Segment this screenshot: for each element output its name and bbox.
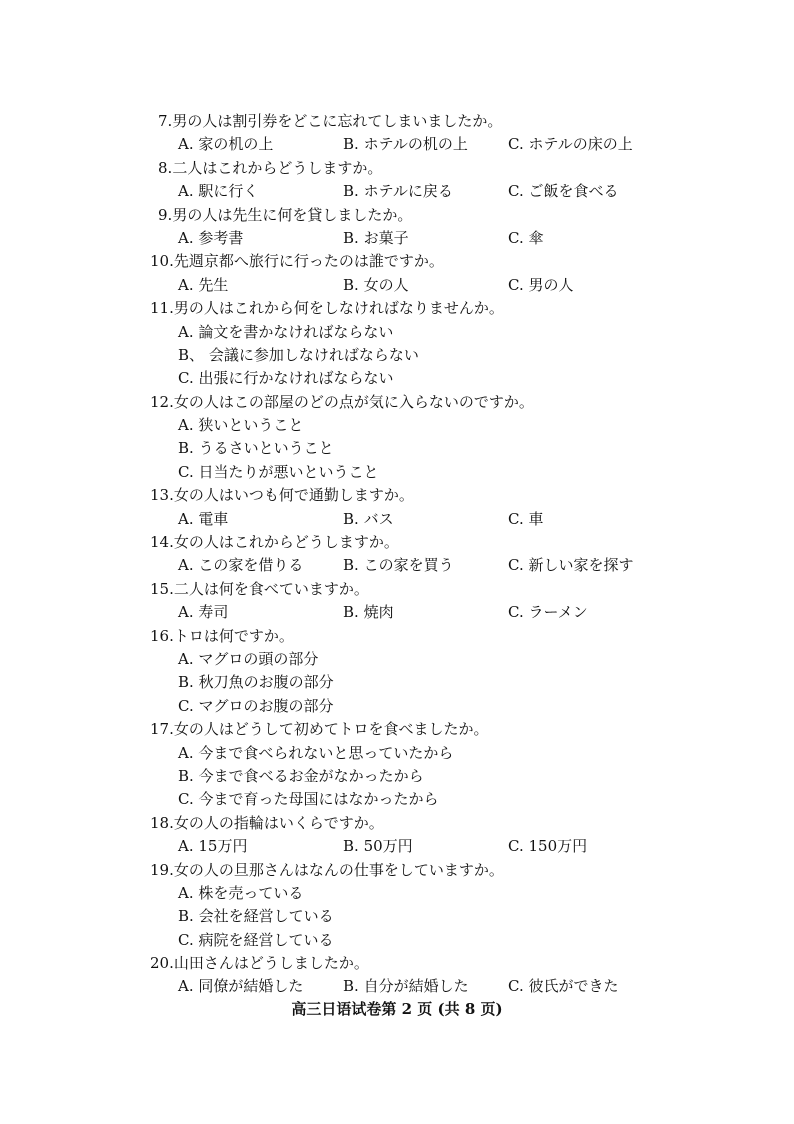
- option-text: 株を売っている: [198, 883, 304, 902]
- option-letter: A.: [178, 416, 194, 435]
- option-b: [150, 671, 750, 694]
- question-text: トロは何ですか。: [173, 626, 294, 645]
- option-a: [178, 835, 247, 858]
- option-text: 新しい家を探す: [528, 556, 634, 575]
- option-text: ご飯を食べる: [528, 182, 619, 201]
- option-a: [150, 321, 750, 344]
- option-text: 傘: [528, 228, 544, 247]
- option-a: [178, 554, 303, 577]
- question-text: 男の人は先生に何を貸しましたか。: [172, 205, 413, 224]
- option-text: 同僚が結婚した: [198, 977, 304, 996]
- option-c: [508, 180, 619, 203]
- option-c: [508, 601, 588, 624]
- option-c: [150, 788, 750, 811]
- option-c: [508, 227, 544, 250]
- option-text: お菓子: [363, 228, 409, 247]
- question-text: 女の人はこれからどうしますか。: [173, 533, 399, 552]
- option-letter: A.: [178, 322, 194, 341]
- options-row: [150, 508, 750, 531]
- question-number: 15.: [150, 579, 174, 598]
- option-c: [150, 461, 750, 484]
- option-letter: C.: [508, 275, 524, 294]
- option-c: [508, 508, 544, 531]
- question-number: 20.: [150, 954, 174, 973]
- option-b: [150, 765, 750, 788]
- option-text: 150万円: [528, 837, 588, 856]
- option-text: ホテルの床の上: [528, 135, 633, 154]
- option-text: ホテルの机の上: [363, 135, 468, 154]
- question-stem: [150, 578, 750, 601]
- option-b: [343, 835, 413, 858]
- options-row: [150, 975, 750, 998]
- option-text: 電車: [198, 509, 229, 528]
- question-text: 山田さんはどうしましたか。: [173, 954, 369, 973]
- option-b: [343, 274, 409, 297]
- option-b: [343, 180, 453, 203]
- option-letter: B.: [178, 439, 194, 458]
- option-letter: A.: [178, 743, 194, 762]
- option-text: バス: [363, 509, 394, 528]
- option-a: [150, 648, 750, 671]
- question-text: 二人はこれからどうしますか。: [172, 158, 383, 177]
- options-row: [150, 133, 750, 156]
- question-number: 11.: [150, 299, 174, 318]
- question-text: 男の人はこれから何をしなければなりませんか。: [173, 299, 504, 318]
- question-number: 7.: [158, 112, 173, 130]
- option-letter: A.: [178, 603, 194, 622]
- option-text: 家の机の上: [198, 135, 274, 154]
- option-letter: A.: [178, 649, 194, 668]
- option-letter: C.: [178, 369, 194, 388]
- option-text: 駅に行く: [198, 182, 259, 201]
- option-letter: A.: [178, 275, 194, 294]
- option-text: 女の人: [363, 275, 409, 294]
- option-letter: A.: [178, 509, 194, 528]
- option-text: 今まで食べられないと思っていたから: [198, 743, 454, 762]
- option-text: 論文を書かなければならない: [198, 322, 394, 341]
- option-c: [150, 695, 750, 718]
- option-letter: C.: [508, 228, 524, 247]
- question-stem: [150, 250, 750, 273]
- question-number: 13.: [150, 486, 174, 505]
- option-text: 秋刀魚のお腹の部分: [198, 673, 334, 692]
- option-b: [343, 227, 409, 250]
- option-text: 参考書: [198, 228, 244, 247]
- option-letter: C.: [508, 603, 524, 622]
- option-letter: A.: [178, 182, 194, 201]
- option-text: 出張に行かなければならない: [198, 369, 394, 388]
- question-text: 先週京都へ旅行に行ったのは誰ですか。: [173, 252, 444, 271]
- option-c: [508, 554, 634, 577]
- option-a: [178, 975, 303, 998]
- option-a: [178, 274, 228, 297]
- question-stem: [150, 204, 750, 227]
- option-a: [150, 882, 750, 905]
- option-letter: B.: [343, 182, 359, 201]
- option-text: 寿司: [198, 603, 229, 622]
- option-text: うるさいということ: [198, 439, 334, 458]
- options-row: [150, 227, 750, 250]
- option-text: 自分が結婚した: [363, 977, 469, 996]
- option-letter: C.: [178, 462, 194, 481]
- option-letter: A.: [178, 556, 194, 575]
- option-a: [178, 508, 228, 531]
- options-row: [150, 554, 750, 577]
- option-letter: C.: [178, 790, 194, 809]
- option-text: 焼肉: [363, 603, 394, 622]
- option-b: [150, 437, 750, 460]
- question-text: 二人は何を食べていますか。: [173, 579, 369, 598]
- option-letter: C.: [508, 556, 524, 575]
- option-a: [178, 227, 243, 250]
- option-letter: B.: [343, 603, 359, 622]
- option-text: 今まで食べるお金がなかったから: [198, 766, 424, 785]
- question-stem: [150, 812, 750, 835]
- option-letter: B.: [343, 509, 359, 528]
- option-c: [508, 835, 587, 858]
- option-text: 会社を経営している: [198, 907, 334, 926]
- option-letter: B.: [343, 837, 359, 856]
- option-letter: C.: [178, 696, 194, 715]
- question-text: 女の人はどうして初めてトロを食べましたか。: [173, 720, 489, 739]
- question-number: 9.: [158, 205, 173, 224]
- question-stem: [150, 297, 750, 320]
- option-letter: C.: [508, 182, 524, 201]
- question-text: 男の人は割引券をどこに忘れてしまいましたか。: [172, 112, 503, 130]
- option-letter: A.: [178, 228, 194, 247]
- option-b: [150, 905, 750, 928]
- option-c: [150, 929, 750, 952]
- question-stem: [150, 484, 750, 507]
- option-c: [508, 975, 619, 998]
- question-text: 女の人はいつも何で通勤しますか。: [173, 486, 414, 505]
- question-stem: [150, 110, 750, 133]
- question-stem: [150, 625, 750, 648]
- question-stem: [150, 718, 750, 741]
- option-a: [178, 180, 258, 203]
- option-a: [150, 742, 750, 765]
- option-a: [178, 133, 273, 156]
- options-row: [150, 601, 750, 624]
- question-number: 12.: [150, 392, 174, 411]
- option-letter: B、: [178, 345, 205, 364]
- option-letter: B.: [343, 135, 359, 154]
- question-text: 女の人の旦那さんはなんの仕事をしていますか。: [173, 860, 504, 879]
- option-text: マグロの頭の部分: [198, 649, 319, 668]
- option-text: この家を借りる: [198, 556, 304, 575]
- question-stem: [150, 391, 750, 414]
- option-text: 男の人: [528, 275, 574, 294]
- option-c: [508, 274, 574, 297]
- option-a: [178, 601, 228, 624]
- question-number: 17.: [150, 720, 174, 739]
- options-row: [150, 274, 750, 297]
- option-text: 50万円: [363, 837, 413, 856]
- question-stem: [150, 952, 750, 975]
- question-stem: [150, 859, 750, 882]
- question-text: 女の人の指輪はいくらですか。: [173, 813, 384, 832]
- options-row: [150, 835, 750, 858]
- option-c: [508, 133, 633, 156]
- option-b: [343, 133, 468, 156]
- question-stem: [150, 531, 750, 554]
- option-letter: A.: [178, 883, 194, 902]
- option-text: 今まで育った母国にはなかったから: [198, 790, 439, 809]
- option-letter: B.: [343, 228, 359, 247]
- option-letter: C.: [508, 837, 524, 856]
- question-number: 14.: [150, 533, 174, 552]
- option-c: [150, 367, 750, 390]
- question-text: 女の人はこの部屋のどの点が気に入らないのですか。: [173, 392, 534, 411]
- question-number: 18.: [150, 813, 174, 832]
- option-text: 病院を経営している: [198, 930, 334, 949]
- option-letter: C.: [508, 509, 524, 528]
- option-text: 日当たりが悪いということ: [198, 462, 379, 481]
- question-stem: [150, 157, 750, 180]
- option-b: [343, 508, 394, 531]
- option-text: ホテルに戻る: [363, 182, 453, 201]
- question-number: 16.: [150, 626, 174, 645]
- option-letter: A.: [178, 135, 194, 154]
- option-text: 彼氏ができた: [528, 977, 619, 996]
- option-text: 15万円: [198, 837, 248, 856]
- question-number: 10.: [150, 252, 174, 271]
- option-text: この家を買う: [363, 556, 454, 575]
- option-letter: A.: [178, 837, 194, 856]
- question-list: [150, 110, 750, 999]
- options-row: [150, 180, 750, 203]
- option-b: [343, 975, 469, 998]
- option-letter: A.: [178, 977, 194, 996]
- option-a: [150, 414, 750, 437]
- option-letter: B.: [343, 275, 359, 294]
- question-number: 19.: [150, 860, 174, 879]
- option-b: [150, 344, 750, 367]
- option-b: [343, 601, 394, 624]
- option-letter: B.: [178, 907, 194, 926]
- option-text: 会議に参加しなければならない: [208, 345, 419, 364]
- option-letter: C.: [508, 135, 524, 154]
- question-number: 8.: [158, 158, 173, 177]
- option-letter: B.: [178, 673, 194, 692]
- option-letter: B.: [178, 766, 194, 785]
- option-text: ラーメン: [528, 603, 588, 622]
- option-letter: B.: [343, 977, 359, 996]
- option-letter: C.: [508, 977, 524, 996]
- option-text: マグロのお腹の部分: [198, 696, 334, 715]
- option-b: [343, 554, 454, 577]
- option-letter: B.: [343, 556, 359, 575]
- option-text: 狭いということ: [198, 416, 304, 435]
- option-text: 先生: [198, 275, 229, 294]
- option-letter: C.: [178, 930, 194, 949]
- page-footer: 高三日语试卷第 2 页 (共 8 页): [291, 1000, 503, 1018]
- option-text: 車: [528, 509, 544, 528]
